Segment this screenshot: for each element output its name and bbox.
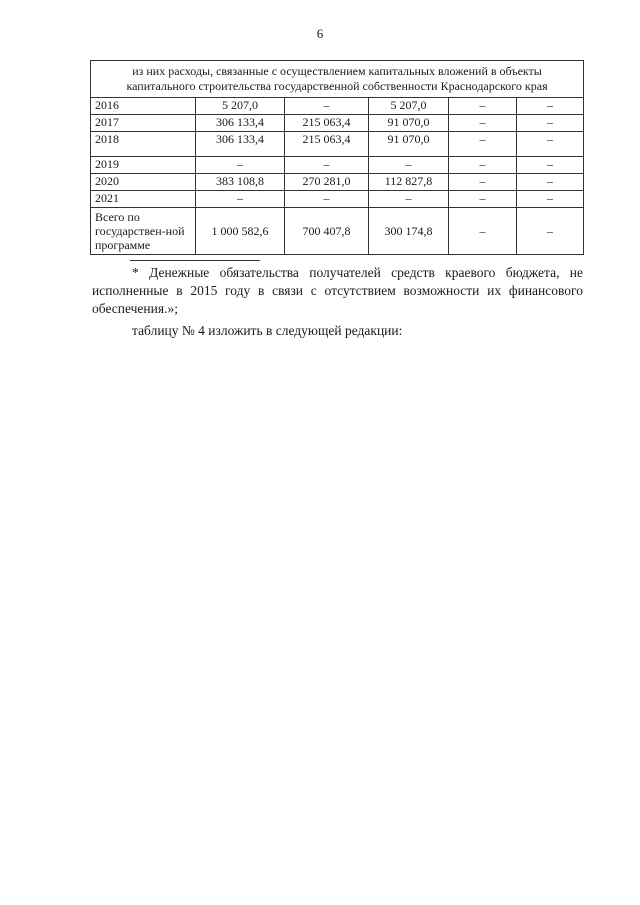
value-cell: – bbox=[517, 174, 584, 191]
footnote-separator bbox=[130, 260, 260, 261]
value-cell: – bbox=[285, 98, 369, 115]
year-cell: 2016 bbox=[91, 98, 196, 115]
year-cell: 2019 bbox=[91, 157, 196, 174]
table-row bbox=[91, 174, 584, 191]
value-cell: 270 281,0 bbox=[285, 174, 369, 191]
value-cell: 5 207,0 bbox=[196, 98, 285, 115]
value-cell: – bbox=[285, 157, 369, 174]
value-cell: – bbox=[517, 157, 584, 174]
value-cell: 91 070,0 bbox=[369, 132, 449, 157]
table-row bbox=[91, 191, 584, 208]
table-row bbox=[91, 132, 584, 157]
page-number: 6 bbox=[316, 26, 324, 41]
year-cell: 2020 bbox=[91, 174, 196, 191]
year-cell: 2017 bbox=[91, 115, 196, 132]
table-row bbox=[91, 115, 584, 132]
value-cell: – bbox=[517, 98, 584, 115]
value-cell: – bbox=[369, 157, 449, 174]
year-cell: 2021 bbox=[91, 191, 196, 208]
value-cell: – bbox=[449, 98, 517, 115]
value-cell: 306 133,4 bbox=[196, 115, 285, 132]
total-label: Всего по государствен-ной программе bbox=[91, 208, 196, 255]
instruction-text: таблицу № 4 изложить в следующей редакции: bbox=[132, 323, 403, 338]
value-cell: – bbox=[517, 191, 584, 208]
value-cell: – bbox=[369, 191, 449, 208]
value-cell: 112 827,8 bbox=[369, 174, 449, 191]
footnote: * Денежные обязательства получателей средств краевого бюджета, не исполненные в 2015 году в связи с отсутствием возможности их финансового обеспечения.»; bbox=[92, 265, 583, 316]
total-value: 700 407,8 bbox=[285, 208, 369, 255]
total-value: – bbox=[517, 208, 584, 255]
value-cell: – bbox=[449, 174, 517, 191]
value-cell: – bbox=[196, 191, 285, 208]
value-cell: – bbox=[449, 115, 517, 132]
budget-table bbox=[90, 60, 584, 255]
value-cell: 215 063,4 bbox=[285, 132, 369, 157]
year-cell: 2018 bbox=[91, 132, 196, 157]
value-cell: – bbox=[517, 132, 584, 157]
value-cell: – bbox=[285, 191, 369, 208]
value-cell: 306 133,4 bbox=[196, 132, 285, 157]
value-cell: – bbox=[517, 115, 584, 132]
table-row bbox=[91, 98, 584, 115]
value-cell: 91 070,0 bbox=[369, 115, 449, 132]
table-caption-row bbox=[91, 61, 584, 98]
table-row bbox=[91, 157, 584, 174]
value-cell: 5 207,0 bbox=[369, 98, 449, 115]
total-value: 1 000 582,6 bbox=[196, 208, 285, 255]
value-cell: – bbox=[449, 157, 517, 174]
value-cell: – bbox=[449, 132, 517, 157]
value-cell: – bbox=[196, 157, 285, 174]
value-cell: – bbox=[449, 191, 517, 208]
value-cell: 215 063,4 bbox=[285, 115, 369, 132]
total-row bbox=[91, 208, 584, 255]
total-value: 300 174,8 bbox=[369, 208, 449, 255]
total-value: – bbox=[449, 208, 517, 255]
value-cell: 383 108,8 bbox=[196, 174, 285, 191]
table-caption: из них расходы, связанные с осуществлением капитальных вложений в объекты капитального строительства государственной собственности Краснодарского края bbox=[91, 61, 584, 98]
